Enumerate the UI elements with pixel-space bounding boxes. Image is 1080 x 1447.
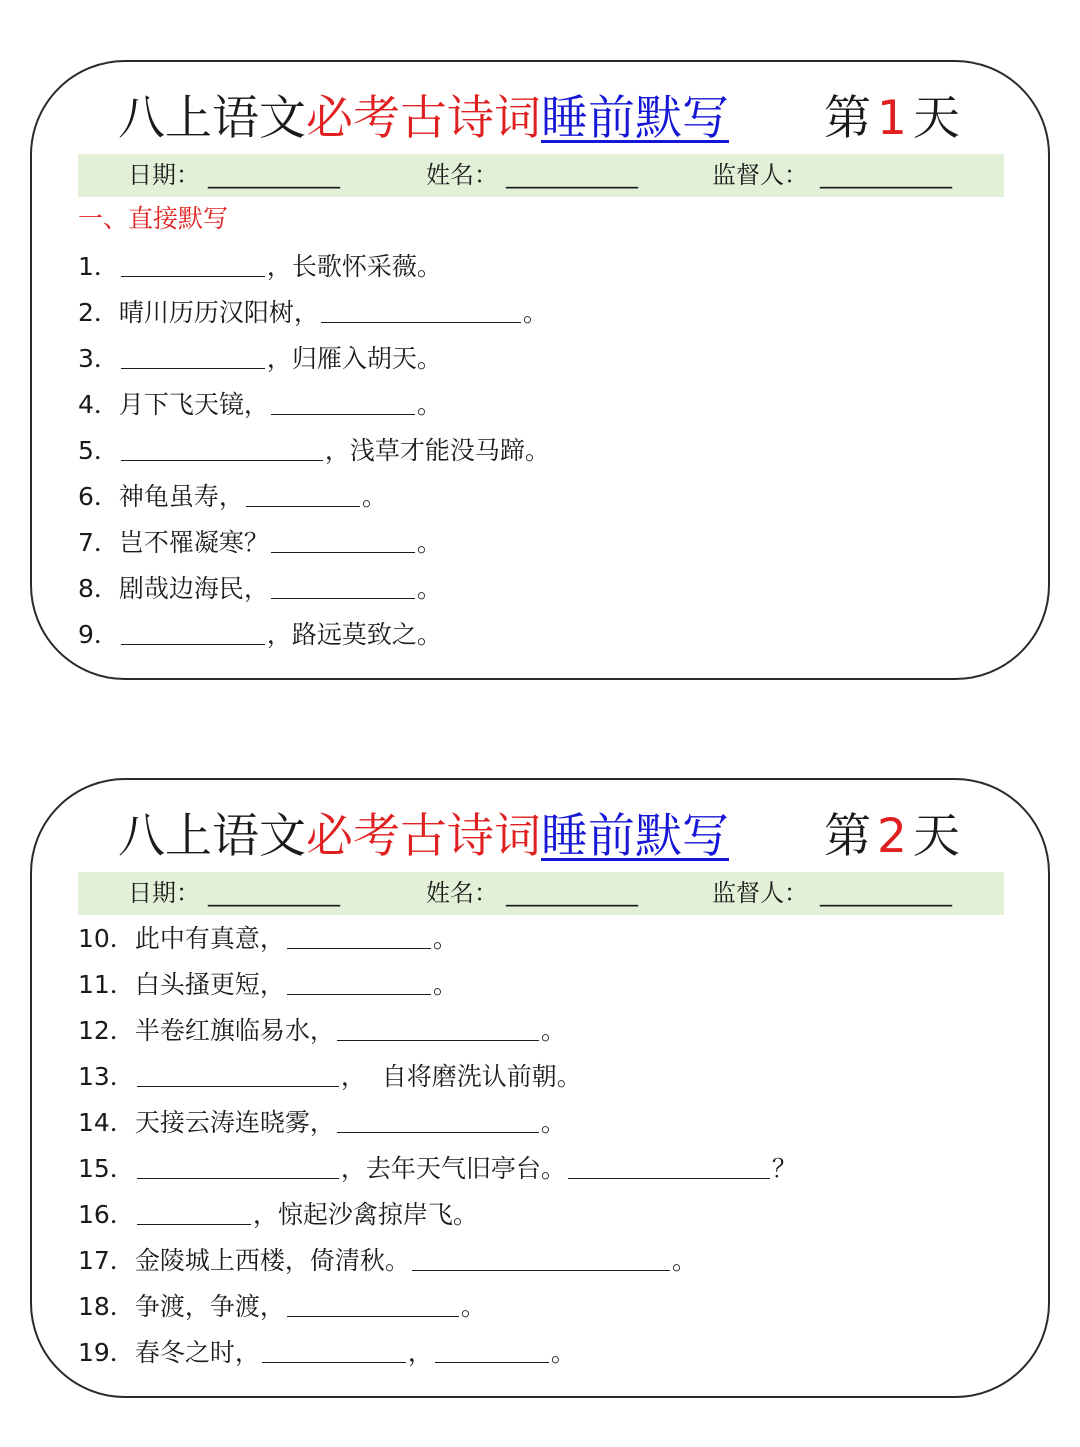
answer-blank[interactable] bbox=[271, 390, 415, 415]
question-number: 11． bbox=[78, 970, 135, 999]
question-number: 5． bbox=[78, 436, 119, 465]
question-text: 。 bbox=[522, 298, 548, 327]
question-text: 此中有真意， bbox=[134, 924, 285, 953]
question-number: 16． bbox=[78, 1200, 135, 1229]
day-suffix: 天 bbox=[912, 809, 960, 864]
question-text: 。 bbox=[432, 970, 458, 999]
answer-blank[interactable] bbox=[337, 1016, 539, 1041]
answer-blank[interactable] bbox=[137, 1062, 339, 1087]
question-number: 19． bbox=[78, 1338, 135, 1367]
question-6 bbox=[78, 480, 387, 514]
supervisor-label: 监督人： bbox=[712, 879, 808, 907]
title-text bbox=[118, 802, 729, 872]
title-part-bedtime: 睡前默写 bbox=[541, 91, 729, 146]
question-text: 。 bbox=[416, 390, 442, 419]
day-label bbox=[824, 802, 960, 872]
question-text: 月下飞天镜， bbox=[118, 390, 269, 419]
date-label: 日期： bbox=[128, 879, 200, 907]
question-text: ， bbox=[407, 1338, 433, 1367]
question-text: 。 bbox=[540, 1016, 566, 1045]
day-suffix: 天 bbox=[912, 91, 960, 146]
title-part-poems: 必考古诗词 bbox=[306, 809, 541, 864]
day-prefix: 第 bbox=[824, 91, 871, 146]
question-7 bbox=[78, 526, 442, 560]
question-10 bbox=[78, 922, 458, 956]
answer-blank[interactable] bbox=[137, 1200, 251, 1225]
worksheet-card-day-1 bbox=[30, 60, 1050, 680]
question-9 bbox=[78, 618, 442, 652]
question-text: 春冬之时， bbox=[134, 1338, 260, 1367]
question-text: 白头搔更短， bbox=[134, 970, 285, 999]
question-number: 12． bbox=[78, 1016, 135, 1045]
answer-blank[interactable] bbox=[246, 482, 360, 507]
question-number: 1． bbox=[78, 252, 119, 281]
day-number: 1 bbox=[877, 91, 907, 146]
date-label: 日期： bbox=[128, 161, 200, 189]
date-blank[interactable]: ___________ bbox=[208, 879, 340, 907]
info-bar bbox=[78, 872, 1004, 915]
question-text: ，路远莫致之。 bbox=[266, 620, 442, 649]
name-label: 姓名： bbox=[426, 161, 498, 189]
question-text: ，惊起沙禽掠岸飞。 bbox=[252, 1200, 478, 1229]
name-blank[interactable]: ___________ bbox=[506, 161, 638, 189]
question-text: 剧哉边海民， bbox=[118, 574, 269, 603]
question-number: 3． bbox=[78, 344, 119, 373]
question-text: 岂不罹凝寒？ bbox=[118, 528, 269, 557]
question-8 bbox=[78, 572, 442, 606]
answer-blank[interactable] bbox=[137, 1154, 339, 1179]
info-bar bbox=[78, 154, 1004, 197]
question-number: 13． bbox=[78, 1062, 135, 1091]
question-number: 10． bbox=[78, 924, 135, 953]
answer-blank[interactable] bbox=[121, 620, 265, 645]
question-4 bbox=[78, 388, 442, 422]
question-number: 7． bbox=[78, 528, 119, 557]
question-number: 6． bbox=[78, 482, 119, 511]
question-text: 天接云涛连晓雾， bbox=[134, 1108, 335, 1137]
question-text: 。 bbox=[416, 528, 442, 557]
question-17 bbox=[78, 1244, 697, 1278]
question-14 bbox=[78, 1106, 566, 1140]
question-15 bbox=[78, 1152, 797, 1186]
day-number: 2 bbox=[877, 809, 907, 864]
title-part-poems: 必考古诗词 bbox=[306, 91, 541, 146]
answer-blank[interactable] bbox=[287, 970, 431, 995]
answer-blank[interactable] bbox=[287, 1292, 459, 1317]
question-1 bbox=[78, 250, 442, 284]
question-16 bbox=[78, 1198, 478, 1232]
question-number: 15． bbox=[78, 1154, 135, 1183]
question-19 bbox=[78, 1336, 576, 1370]
question-text: 争渡，争渡， bbox=[134, 1292, 285, 1321]
question-text: 。 bbox=[540, 1108, 566, 1137]
title-part-grade: 八上语文 bbox=[118, 91, 306, 146]
question-number: 9． bbox=[78, 620, 119, 649]
title-text bbox=[118, 84, 729, 154]
question-2 bbox=[78, 296, 548, 330]
answer-blank[interactable] bbox=[271, 528, 415, 553]
question-text: 神龟虽寿， bbox=[118, 482, 244, 511]
supervisor-label: 监督人： bbox=[712, 161, 808, 189]
question-text: ，浅草才能没马蹄。 bbox=[324, 436, 550, 465]
question-text: 。 bbox=[460, 1292, 486, 1321]
question-5 bbox=[78, 434, 550, 468]
answer-blank[interactable] bbox=[412, 1246, 670, 1271]
question-number: 14． bbox=[78, 1108, 135, 1137]
day-label bbox=[824, 84, 960, 154]
name-label: 姓名： bbox=[426, 879, 498, 907]
supervisor-blank[interactable]: ___________ bbox=[820, 879, 952, 907]
answer-blank[interactable] bbox=[435, 1338, 549, 1363]
worksheet-card-day-2 bbox=[30, 778, 1050, 1398]
answer-blank[interactable] bbox=[271, 574, 415, 599]
day-prefix: 第 bbox=[824, 809, 871, 864]
question-text: 。 bbox=[432, 924, 458, 953]
answer-blank[interactable] bbox=[121, 252, 265, 277]
question-number: 4． bbox=[78, 390, 119, 419]
answer-blank[interactable] bbox=[321, 298, 521, 323]
question-number: 18． bbox=[78, 1292, 135, 1321]
supervisor-blank[interactable]: ___________ bbox=[820, 161, 952, 189]
name-blank[interactable]: ___________ bbox=[506, 879, 638, 907]
question-text: 。 bbox=[550, 1338, 576, 1367]
section-heading: 一、直接默写 bbox=[78, 204, 229, 233]
question-text: 金陵城上西楼，倚清秋。 bbox=[134, 1246, 410, 1275]
question-11 bbox=[78, 968, 458, 1002]
question-text: ，归雁入胡天。 bbox=[266, 344, 442, 373]
question-text: 晴川历历汉阳树， bbox=[118, 298, 319, 327]
answer-blank[interactable] bbox=[287, 924, 431, 949]
card-title bbox=[32, 84, 1048, 154]
question-text: 。 bbox=[361, 482, 387, 511]
question-text: 。 bbox=[416, 574, 442, 603]
question-18 bbox=[78, 1290, 486, 1324]
date-blank[interactable]: ___________ bbox=[208, 161, 340, 189]
question-number: 8． bbox=[78, 574, 119, 603]
question-12 bbox=[78, 1014, 566, 1048]
answer-blank[interactable] bbox=[568, 1154, 770, 1179]
title-part-bedtime: 睡前默写 bbox=[541, 809, 729, 864]
answer-blank[interactable] bbox=[121, 344, 265, 369]
question-13 bbox=[78, 1060, 582, 1094]
question-text: 。 bbox=[671, 1246, 697, 1275]
answer-blank[interactable] bbox=[337, 1108, 539, 1133]
question-number: 2． bbox=[78, 298, 119, 327]
card-title bbox=[32, 802, 1048, 872]
answer-blank[interactable] bbox=[121, 436, 323, 461]
question-text: ，长歌怀采薇。 bbox=[266, 252, 442, 281]
question-text: 半卷红旗临易水， bbox=[134, 1016, 335, 1045]
question-text: ， 自将磨洗认前朝。 bbox=[340, 1062, 582, 1091]
question-text: ？ bbox=[771, 1154, 797, 1183]
title-part-grade: 八上语文 bbox=[118, 809, 306, 864]
question-3 bbox=[78, 342, 442, 376]
answer-blank[interactable] bbox=[262, 1338, 406, 1363]
question-text: ，去年天气旧亭台。 bbox=[340, 1154, 566, 1183]
question-number: 17． bbox=[78, 1246, 135, 1275]
